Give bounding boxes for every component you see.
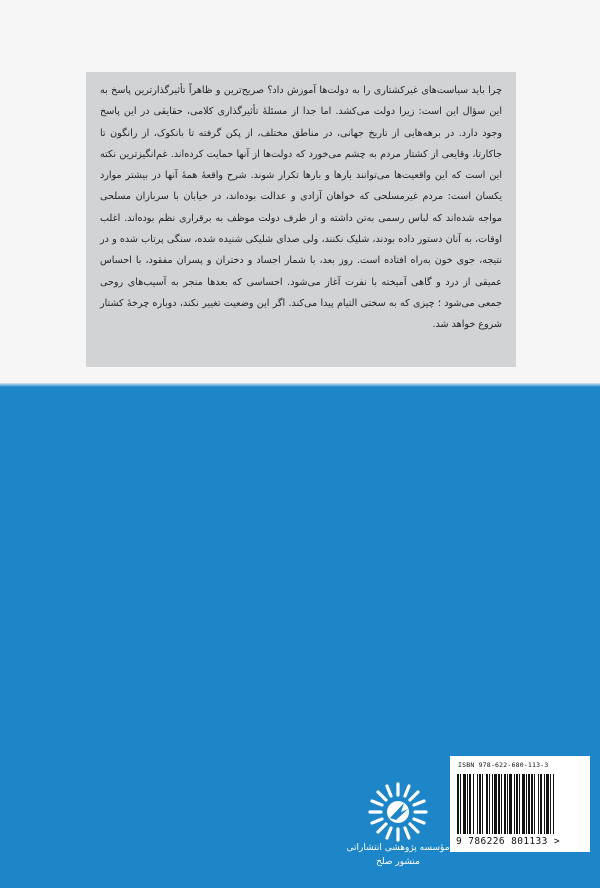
barcode-bar xyxy=(507,774,508,834)
barcode-bar xyxy=(509,774,512,834)
barcode-bar xyxy=(460,774,461,834)
barcode-bar xyxy=(546,774,549,834)
barcode-bar xyxy=(457,774,459,834)
barcode-bar xyxy=(531,774,533,834)
barcode-bar xyxy=(504,774,506,834)
barcode-bar xyxy=(482,774,483,834)
barcode-bar xyxy=(486,774,488,834)
barcode-bar xyxy=(473,774,474,834)
barcode-bar xyxy=(544,774,545,834)
barcode-bar xyxy=(463,774,466,834)
barcode-box xyxy=(450,756,590,852)
barcode-number: 9 786226 801133 > xyxy=(456,836,561,847)
barcode-bar xyxy=(469,774,471,834)
barcode-bar xyxy=(522,774,525,834)
barcode-bar xyxy=(528,774,530,834)
barcode-bar xyxy=(516,774,518,834)
barcode-bar xyxy=(540,774,542,834)
barcode-bar xyxy=(550,774,551,834)
barcode-bar xyxy=(477,774,478,834)
barcode-bar xyxy=(514,774,515,834)
barcode-bar xyxy=(467,774,468,834)
publisher-name-line1: مؤسسه پژوهشی انتشاراتی xyxy=(346,843,450,853)
barcode-bar xyxy=(553,774,554,834)
blurb-box xyxy=(86,72,516,367)
barcode-bars xyxy=(457,774,583,834)
publisher-logo-icon xyxy=(368,782,428,842)
barcode-bar xyxy=(526,774,527,834)
blurb-text: چرا باید سیاست‌های غیرکشتاری را به دولت‌ها آموزش داد؟ صریح‌ترین و ظاهراً تأثیرگذارترین پاسخ به این سؤال این است: زیرا دولت می‌کشد. اما جدا از مسئلهٔ تأثیرگذاری کلامی، حقایقی در این پاسخ وجود دارد. در برهه‌هایی از تاریخ جهانی، در مناطق مختلف، از پکن گرفته تا بانکوک، از رانگون تا جاکارتا، وقایعی از کشتار مردم به چشم می‌خورد که دولت‌ها از آنها حمایت کرده‌اند. غم‌انگیزترین نکته این است که این واقعیت‌ها می‌توانند بارها و بارها تکرار شوند. شرح واقعهٔ همهٔ آنها در بیشتر موارد یکسان است: مردم غیرمسلحی که خواهان آزادی و عدالت بوده‌اند، در خیابان با سربازان مسلحی مواجه شده‌اند که لباس رسمی به‌تن داشته و از طرف دولت موظف به برقراری نظم بوده‌اند. اغلب اوقات، به آنان دستور داده بودند، شلیک نکنند، ولی صدای شلیکی شنیده شده، سنگی پرتاب شده و در نتیجه، جوی خون به‌راه افتاده است. روز بعد، با شمار اجساد و دختران و پسران مفقود، با احساس عمیقی از درد و گاهی آمیخته با نفرت آغاز می‌شود. احساسی که بعدها منجر به آسیب‌های روحی جمعی می‌شود ؛ چیزی که به سختی التیام پیدا می‌کند. اگر این وضعیت تغییر نکند، دوباره چرخهٔ کشتار شروع خواهد شد. xyxy=(100,85,502,331)
barcode-bar xyxy=(492,774,493,834)
isbn-label: ISBN 978-622-680-113-3 xyxy=(458,761,549,769)
barcode-bar xyxy=(519,774,520,834)
publisher-name-line2: منشور صلح xyxy=(376,857,420,867)
barcode-bar xyxy=(489,774,490,834)
barcode-bar xyxy=(479,774,481,834)
barcode-bar xyxy=(494,774,497,834)
barcode-bar xyxy=(501,774,502,834)
barcode-bar xyxy=(534,774,535,834)
barcode-bar xyxy=(538,774,539,834)
barcode-bar xyxy=(498,774,500,834)
